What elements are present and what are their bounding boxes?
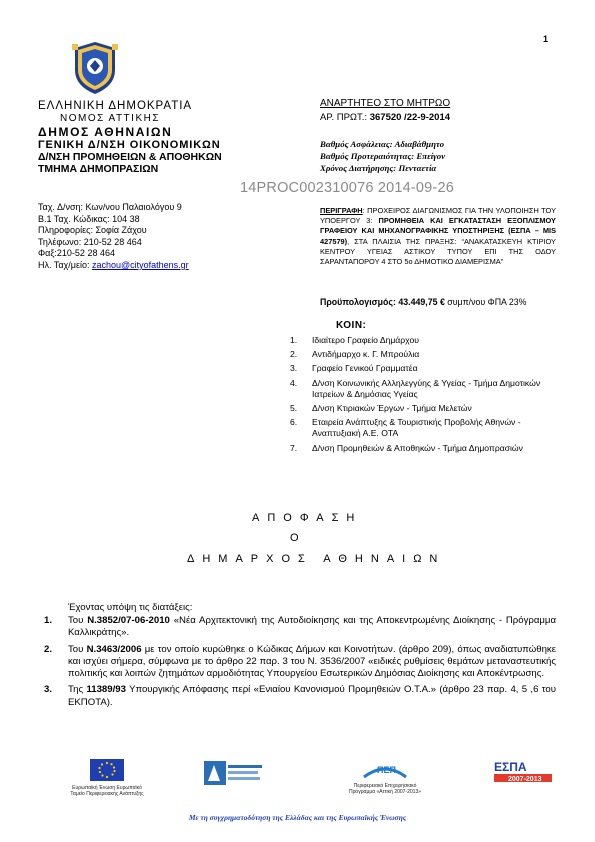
subject-description xyxy=(320,206,556,267)
attica-caption: Περιφερειακό Επιχειρησιακό Πρόγραμμα «Αττική 2007-2013» xyxy=(348,783,422,795)
priority-value: Επείγον xyxy=(416,150,446,161)
espa-logo xyxy=(490,759,556,785)
contact-email-row xyxy=(38,260,189,272)
priority-level xyxy=(320,151,445,163)
header-line-prefecture: ΝΟΜΟΣ ΑΤΤΙΚΗΣ xyxy=(60,113,161,124)
header-line-republic: ΕΛΛΗΝΙΚΗ ΔΗΜΟΚΡΑΤΙΑ xyxy=(38,100,193,112)
koin-item-number: 4. xyxy=(290,377,298,388)
contact-info: Πληροφορίες: Σοφία Ζάχου xyxy=(38,225,147,236)
provision-item xyxy=(44,684,556,709)
budget-line xyxy=(320,297,526,307)
funding-logos xyxy=(70,759,560,809)
diavgeia-stamp: 14PROC002310076 2014-09-26 xyxy=(240,180,454,196)
espa-label: ΕΣΠΑ xyxy=(494,760,527,774)
provision-pre: Της xyxy=(68,684,87,696)
city-of-athens-seal-logo xyxy=(68,40,122,96)
provisions-list xyxy=(44,615,556,713)
koin-item-text: Δ/νση Κτιριακών Έργων - Τμήμα Μελετών xyxy=(312,403,472,414)
cofinancing-footer: Με τη συγχρηματοδότηση της Ελλάδας και της Ευρωπαϊκής Ένωσης xyxy=(188,813,407,822)
header-line-general-directorate: ΓΕΝΙΚΗ Δ/ΝΣΗ ΟΙΚΟΝΟΜΙΚΩΝ xyxy=(38,139,221,151)
protocol-number xyxy=(320,112,450,123)
koin-item-text: Δ/νση Κοινωνικής Αλληλεγγύης & Υγείας - Τμήμα Δημοτικών Ιατρείων & Δημόσιας Υγείας xyxy=(312,377,541,399)
koin-item-number: 7. xyxy=(290,442,298,453)
contact-phone: Τηλέφωνο: 210-52 28 464 xyxy=(38,236,142,247)
koin-item xyxy=(290,363,560,374)
budget-suffix: συμπ/νου ΦΠΑ 23% xyxy=(444,297,527,307)
koin-item-number: 5. xyxy=(290,403,298,414)
koin-item-text: Δ/νση Προμηθειών & Αποθηκών - Τμήμα Δημοπρασιών xyxy=(312,442,523,453)
priority-label: Βαθμός Προτεραιότητας: xyxy=(320,150,417,161)
provision-pre: Του xyxy=(68,615,88,626)
retention-label: Χρόνος Διατήρησης: xyxy=(320,162,399,173)
subject-bold: ΠΡΟΜΗΘΕΙΑ ΚΑΙ ΕΓΚΑΤΑΣΤΑΣΗ ΕΞΟΠΛΙΣΜΟΥ ΓΡΑΦΕΙΟΥ ΚΑΙ ΜΗΧΑΝΟΓΡΑΦΙΚΗΣ ΥΠΟΣΤΗΡΙΞΗΣ (ΕΣΠΑ – MIS 427579) xyxy=(320,216,556,246)
posting-notice: ΑΝΑΡΤΗΤΕΟ ΣΤΟ ΜΗΤΡΩΟ xyxy=(320,98,451,109)
header-line-department: ΤΜΗΜΑ ΔΗΜΟΠΡΑΣΙΩΝ xyxy=(38,163,159,175)
retention-value: Πενταετία xyxy=(398,162,437,173)
retention-period xyxy=(320,163,445,175)
contact-block xyxy=(38,202,189,272)
koin-item xyxy=(290,417,560,439)
koin-item-text: Εταιρεία Ανάπτυξης & Τουριστικής Προβολής Αθηνών - Αναπτυξιακή Α.Ε. ΟΤΑ xyxy=(312,417,521,439)
provision-pre: Του xyxy=(68,643,87,655)
security-value: Αδιαβάθμητο xyxy=(394,139,445,149)
subject-text-2: , ΣΤΑ ΠΛΑΙΣΙΑ ΤΗΣ ΠΡΑΞΗΣ: “ΑΝΑΚΑΤΑΣΚΕΥΗ ΚΤΙΡΙΟΥ ΚΕΝΤΡΟΥ ΥΓΕΙΑΣ ΑΣΤΙΚΟΥ ΤΥΠΟΥ ΕΠΙ ΤΗΣ ΟΔΟΥ ΣΑΡΑΝΤΑΠΟΡΟΥ 4 ΣΤΟ 5ο ΔΗΜΟΤΙΚΟ ΔΙΑΜΕΡΙΣΜΑ” xyxy=(320,236,556,267)
header-line-directorate: Δ/ΝΣΗ ΠΡΟΜΗΘΕΙΩΝ & ΑΠΟΘΗΚΩΝ xyxy=(38,151,222,163)
provision-number: 3. xyxy=(44,684,53,696)
provision-item xyxy=(44,615,556,640)
koin-item-number: 6. xyxy=(290,417,298,428)
provision-text: Υπουργικής Απόφασης περί «Ενιαίου Κανονισμού Προμηθειών Ο.Τ.Α.» (άρθρο 23 παρ. 4, 5 ,6 του ΕΚΠΟΤΑ). xyxy=(68,684,556,708)
provision-item xyxy=(44,644,556,681)
provision-text: «Νέα Αρχιτεκτονική της Αυτοδιοίκησης και της Αποκεντρωμένης Διοίκησης - Πρόγραμμα Καλλικράτης». xyxy=(68,615,556,639)
contact-email-label: Ηλ. Ταχ/μείο: xyxy=(38,259,92,270)
protocol-value: 367520 /22-9-2014 xyxy=(369,112,451,123)
decision-title: ΑΠΟΦΑΣΗ xyxy=(252,512,363,524)
koin-list xyxy=(290,335,560,457)
decision-mayor: ΔΗΜΑΡΧΟΣ ΑΘΗΝΑΙΩΝ xyxy=(187,553,446,565)
provision-number: 2. xyxy=(44,643,53,655)
koin-item-number: 3. xyxy=(290,363,298,374)
contact-postcode: Β.1 Ταχ. Κώδικας: 104 38 xyxy=(38,213,140,224)
page-number: 1 xyxy=(543,34,549,44)
provision-number: 1. xyxy=(44,615,53,626)
koin-item xyxy=(290,378,560,400)
koin-item xyxy=(290,443,560,454)
eu-caption: Ευρωπαϊκή Ένωση Ευρωπαϊκό Ταμείο Περιφερειακής Ανάπτυξης xyxy=(70,785,144,797)
pep-label: ΠΕΠ xyxy=(377,765,397,775)
contact-fax: Φαξ:210-52 28 464 xyxy=(38,248,115,259)
koin-item xyxy=(290,335,560,346)
classification-block xyxy=(320,139,445,174)
subject-label: ΠΕΡΙΓΡΑΦΗ xyxy=(320,206,363,215)
provision-law: 11389/93 xyxy=(86,684,126,696)
koin-item-number: 2. xyxy=(290,349,298,360)
provision-text: με τον οποίο κυρώθηκε ο Κώδικας Δήμων και Κοινοτήτων. (άρθρο 209), όπως αναδιατυπώθηκε και ισχύει σήμερα, σύμφωνα με το άρθρο 22 παρ. 3 του Ν. 3536/2007 «ειδικές ρυθμίσεις θεμάτων μεταναστευτικής πολιτικής και λοιπών ζητημάτων αρμοδιότητας Υπουργείου Εσωτερικών Δημόσιας Διοίκησης και Αποκέντρωσης. xyxy=(68,643,556,680)
koin-item-text: Ιδιαίτερο Γραφείο Δημάρχου xyxy=(312,335,419,345)
header-line-municipality: ΔΗΜΟΣ ΑΘΗΝΑΙΩΝ xyxy=(38,125,173,139)
contact-address: Ταχ. Δ/νση: Κων/νου Παλαιολόγου 9 xyxy=(38,202,182,212)
koin-item-text: Γραφείο Γενικού Γραμματέα xyxy=(312,363,418,374)
subject-text-1: : ΠΡΟΧΕΙΡΟΣ ΔΙΑΓΩΝΙΣΜΟΣ ΓΙΑ ΤΗΝ ΥΛΟΠΟΙΗΣΗ ΤΟΥ ΥΠΟΕΡΓΟΥ 3: xyxy=(320,206,556,226)
decision-article: Ο xyxy=(290,532,307,544)
budget-label: Προϋπολογισμός: xyxy=(320,297,399,307)
security-level xyxy=(320,139,445,151)
budget-value: 43.449,75 € xyxy=(398,297,445,307)
koin-item-text: Αντιδήμαρχο κ. Γ. Μπρούλια xyxy=(312,349,420,360)
eu-flag-icon xyxy=(90,759,124,781)
provision-law: Ν.3852/07-06-2010 xyxy=(87,615,170,626)
koin-item xyxy=(290,403,560,414)
koin-item-number: 1. xyxy=(290,335,298,345)
provision-law: Ν.3463/2006 xyxy=(86,643,142,655)
provisions-intro: Έχοντας υπόψη τις διατάξεις: xyxy=(68,602,193,613)
security-label: Βαθμός Ασφάλειας: xyxy=(320,139,395,149)
espa-years: 2007-2013 xyxy=(508,776,542,783)
protocol-label: ΑΡ. ΠΡΩΤ.: xyxy=(320,112,370,123)
contact-email-link[interactable]: zachou@cityofathens.gr xyxy=(91,259,189,270)
attica-region-logo xyxy=(202,759,264,787)
koin-title: ΚΟΙΝ: xyxy=(336,320,367,331)
pep-logo xyxy=(360,759,410,781)
koin-item xyxy=(290,349,560,360)
